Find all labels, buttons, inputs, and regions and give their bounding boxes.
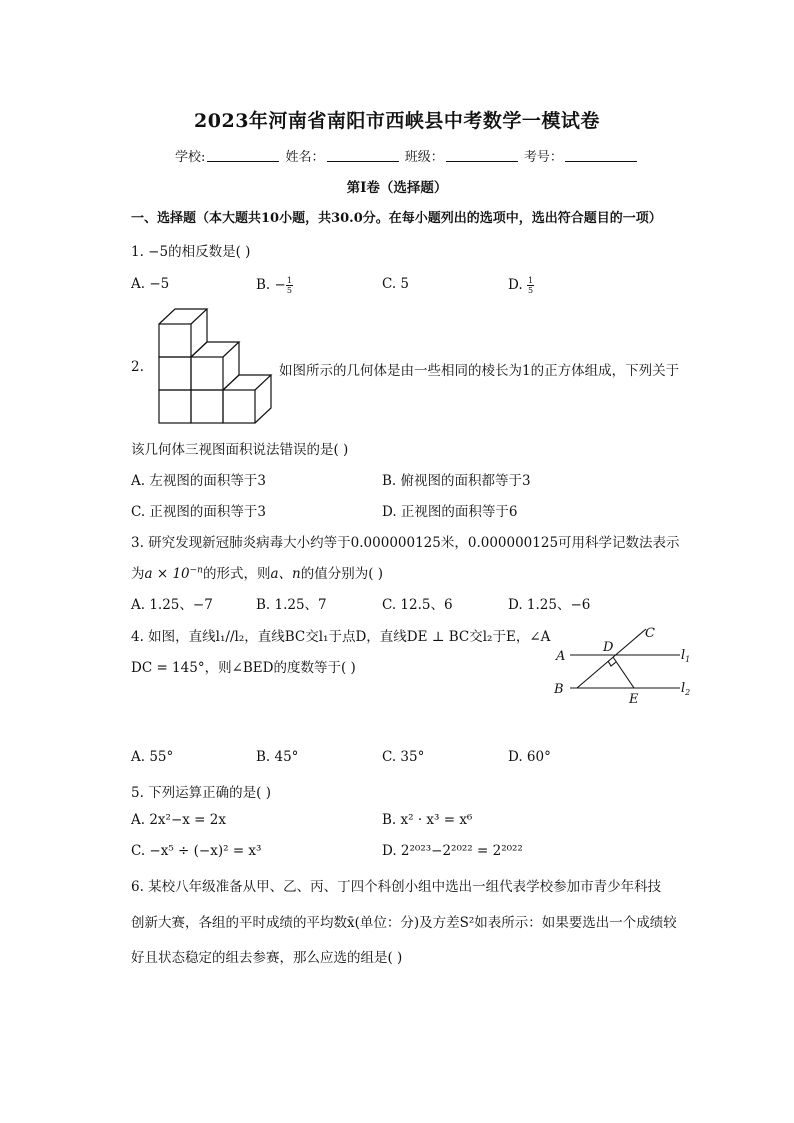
q4-option-d[interactable]: D. 60° xyxy=(508,749,551,765)
q2-stem-line1: 如图所示的几何体是由一些相同的棱长为1的正方体组成，下列关于 xyxy=(279,363,680,379)
q1-option-d-label: D. xyxy=(508,277,527,293)
exam-no-label: 考号： xyxy=(523,150,563,165)
q2-stem-line2: 该几何体三视图面积说法错误的是( ) xyxy=(131,442,349,458)
q6-stem-line3: 好且状态稳定的组去参赛，那么应选的组是( ) xyxy=(131,950,403,966)
q4-option-b[interactable]: B. 45° xyxy=(256,749,299,765)
q3-option-a[interactable]: A. 1.25、−7 xyxy=(131,597,213,613)
student-info-line xyxy=(175,146,639,165)
label-l2: $l_2$ xyxy=(681,681,691,697)
label-l1: $l_1$ xyxy=(681,648,691,664)
q5-option-a[interactable]: A. 2x²−x = 2x xyxy=(131,812,226,828)
q4-geometry-figure xyxy=(550,620,700,708)
q6-stem-line1: 6. 某校八年级准备从甲、乙、丙、丁四个科创小组中选出一组代表学校参加市青少年科技 xyxy=(131,879,662,895)
q6-stem-line2: 创新大赛，各组的平时成绩的平均数x̄(单位：分)及方差S²如表所示：如果要选出一个成绩较 xyxy=(131,915,677,931)
q1-option-c[interactable]: C. 5 xyxy=(382,276,410,292)
right-angle-mark xyxy=(608,661,616,666)
q1-option-a[interactable]: A. −5 xyxy=(131,276,170,292)
q3-option-b[interactable]: B. 1.25、7 xyxy=(256,597,327,613)
q3-stem-line2: 为$a \times 10^{-n}$的形式，则a、n的值分别为( ) xyxy=(131,565,384,582)
q1-option-d[interactable] xyxy=(508,276,534,295)
section-heading: 一、选择题（本大题共10小题，共30.0分。在每小题列出的选项中，选出符合题目的一项） xyxy=(131,211,662,226)
school-blank[interactable] xyxy=(207,149,279,162)
part-title: 第I卷（选择题） xyxy=(346,180,448,196)
q3-option-d[interactable]: D. 1.25、−6 xyxy=(508,597,591,613)
q3-stem-line1: 3. 研究发现新冠肺炎病毒大小约等于0.000000125米，0.000000125可用科学记数法表示 xyxy=(131,535,680,551)
school-label: 学校: xyxy=(175,150,206,165)
name-label: 姓名： xyxy=(285,150,325,165)
q1-option-d-fraction: $\frac{1}{5}$ xyxy=(527,276,534,295)
q2-cube-figure xyxy=(155,306,280,426)
exam-no-blank[interactable] xyxy=(565,149,637,162)
class-blank[interactable] xyxy=(446,149,518,162)
q1-option-b[interactable] xyxy=(256,276,293,295)
q4-stem-line1: 4. 如图，直线l₁//l₂，直线BC交l₁于点D，直线DE ⊥ BC交l₂于E，∠A xyxy=(131,629,551,645)
label-e: E xyxy=(629,692,639,707)
name-blank[interactable] xyxy=(327,149,399,162)
page-title: 2023年河南省南阳市西峡县中考数学一模试卷 xyxy=(194,110,600,132)
q1-option-b-fraction: $\frac{1}{5}$ xyxy=(286,276,292,295)
class-label: 班级： xyxy=(404,150,444,165)
q1-option-b-label: B. − xyxy=(256,277,286,293)
label-b: B xyxy=(554,682,564,697)
q5-option-b[interactable]: B. x² · x³ = x⁶ xyxy=(382,812,473,828)
q2-number: 2. xyxy=(131,359,144,375)
line-de xyxy=(613,657,634,688)
label-c: C xyxy=(645,626,655,641)
q2-option-b[interactable]: B. 俯视图的面积都等于3 xyxy=(382,473,531,489)
label-d: D xyxy=(603,640,614,655)
q2-option-c[interactable]: C. 正视图的面积等于3 xyxy=(131,504,267,520)
q2-option-a[interactable]: A. 左视图的面积等于3 xyxy=(131,473,266,489)
q5-stem: 5. 下列运算正确的是( ) xyxy=(131,785,271,801)
q2-option-d[interactable]: D. 正视图的面积等于6 xyxy=(382,504,518,520)
q4-stem-line2: DC = 145°，则∠BED的度数等于( ) xyxy=(131,660,356,676)
q4-option-a[interactable]: A. 55° xyxy=(131,749,174,765)
q5-option-c[interactable]: C. −x⁵ ÷ (−x)² = x³ xyxy=(131,843,262,859)
line-bc xyxy=(577,629,646,688)
q3-option-c[interactable]: C. 12.5、6 xyxy=(382,597,453,613)
q1-stem: 1. −5的相反数是( ) xyxy=(131,244,251,260)
q4-option-c[interactable]: C. 35° xyxy=(382,749,425,765)
q5-option-d[interactable]: D. 2²⁰²³−2²⁰²² = 2²⁰²² xyxy=(382,843,523,859)
label-a: A xyxy=(556,649,566,664)
